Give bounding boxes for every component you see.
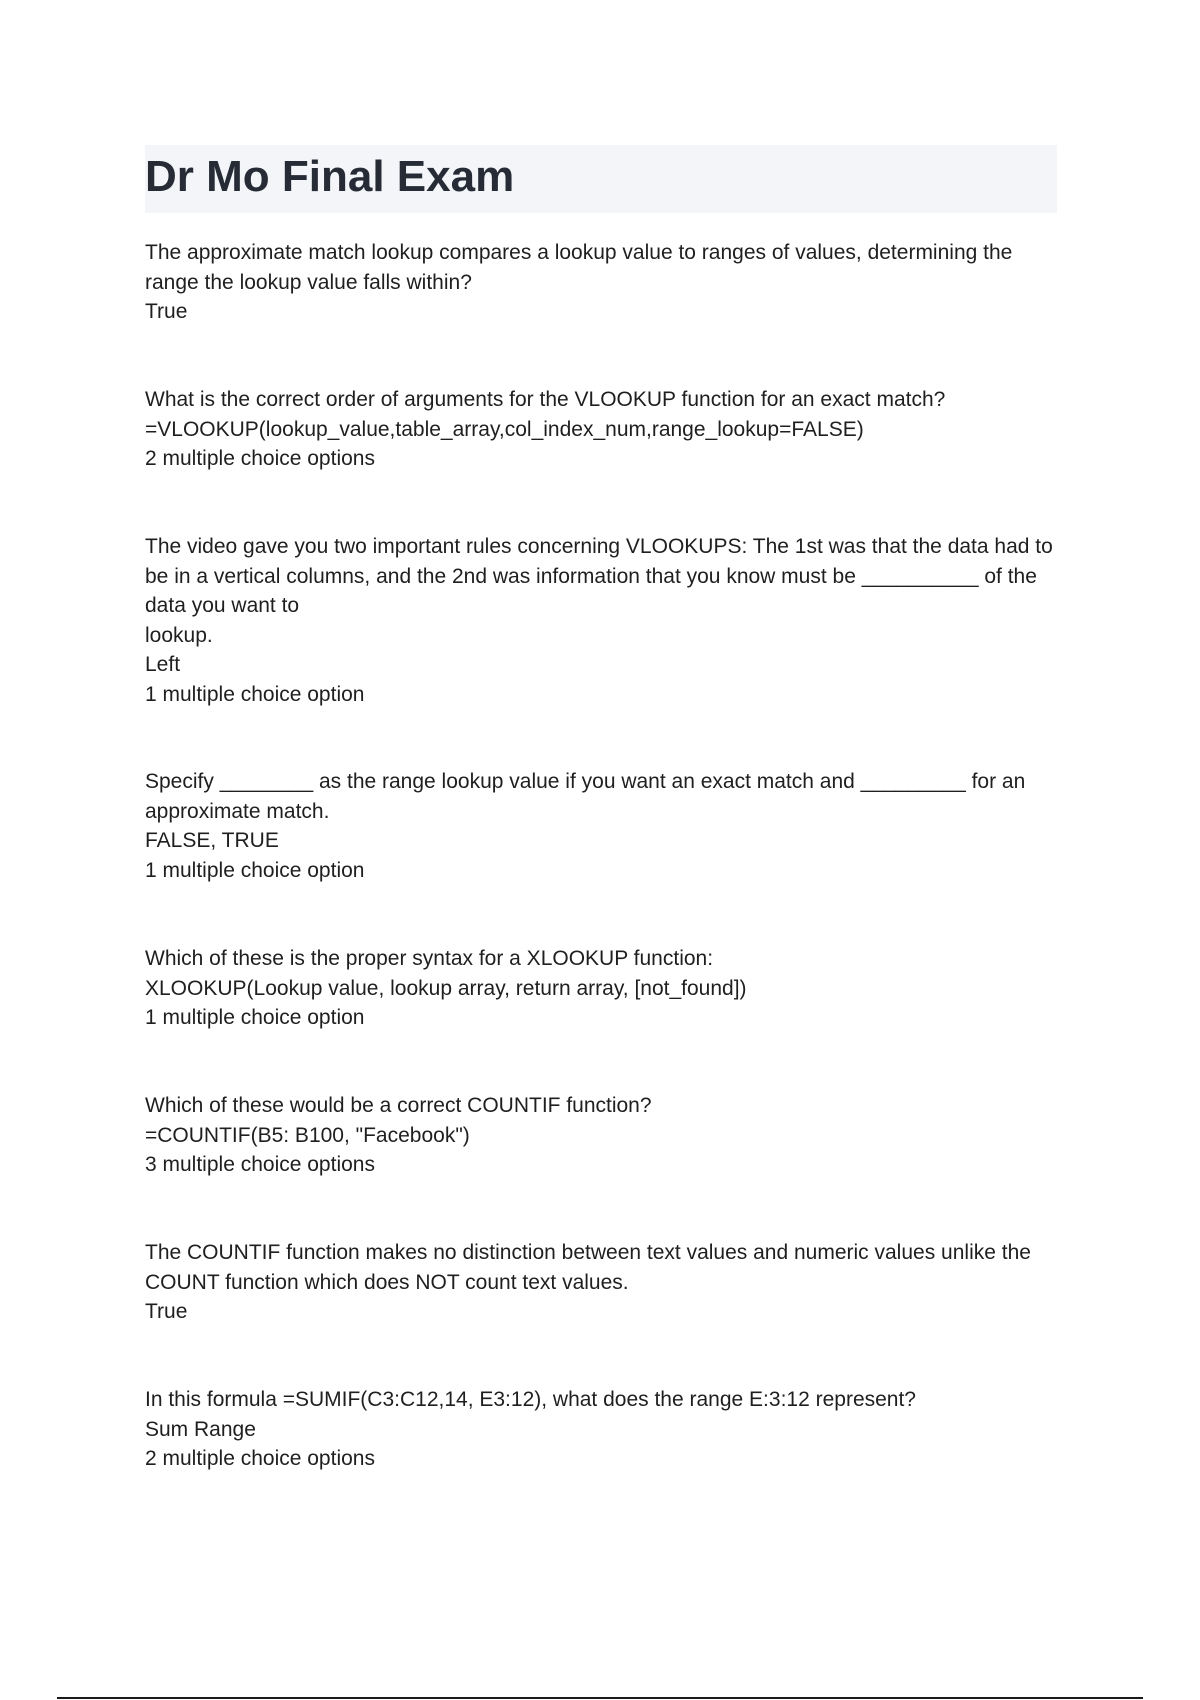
option-count-note: 2 multiple choice options: [145, 447, 375, 470]
question-text: The COUNTIF function makes no distinction between text values and numeric values unlike the COUNT function which does NOT count text values.: [145, 1241, 1037, 1294]
question-text: What is the correct order of arguments for the VLOOKUP function for an exact match?: [145, 388, 946, 411]
qa-item: [145, 1238, 1065, 1327]
answer-text: Sum Range: [145, 1417, 256, 1441]
answer-text: =COUNTIF(B5: B100, "Facebook"): [145, 1123, 470, 1147]
page-title: Dr Mo Final Exam: [145, 152, 515, 201]
question-text: The video gave you two important rules concerning VLOOKUPS: The 1st was that the data had to be in a vertical columns, and the 2nd was information that you know must be __________ of the data you want to: [145, 535, 1059, 617]
question-text: The approximate match lookup compares a lookup value to ranges of values, determining the range the lookup value falls within?: [145, 241, 1019, 294]
qa-item: [145, 532, 1065, 709]
answer-text: FALSE, TRUE: [145, 829, 279, 852]
qa-item: [145, 767, 1065, 885]
question-text: Specify ________ as the range lookup value if you want an exact match and _________ for an approximate match.: [145, 770, 1032, 823]
qa-item: [145, 944, 1065, 1033]
option-count-note: 1 multiple choice option: [145, 1006, 365, 1029]
answer-text: Left: [145, 653, 181, 676]
option-count-note: 2 multiple choice options: [145, 1447, 375, 1470]
qa-item: [145, 1385, 1065, 1474]
question-text: Which of these would be a correct COUNTIF function?: [145, 1094, 652, 1117]
answer-text: XLOOKUP(Lookup value, lookup array, return array, [not_found]): [145, 976, 747, 1000]
answer-text: =VLOOKUP(lookup_value,table_array,col_index_num,range_lookup=FALSE): [145, 417, 864, 441]
answer-text: True: [145, 1300, 188, 1323]
qa-item: [145, 238, 1065, 327]
question-text: Which of these is the proper syntax for a XLOOKUP function:: [145, 947, 714, 970]
footer-divider: [57, 1697, 1143, 1699]
answer-text: True: [145, 300, 188, 323]
option-count-note: 3 multiple choice options: [145, 1153, 375, 1176]
option-count-note: 1 multiple choice option: [145, 682, 365, 706]
question-text: In this formula =SUMIF(C3:C12,14, E3:12), what does the range E:3:12 represent?: [145, 1388, 916, 1411]
qa-item: [145, 1091, 1065, 1180]
question-text-continued: lookup.: [145, 623, 213, 647]
title-band: [145, 145, 1057, 213]
qa-item: [145, 385, 1065, 474]
option-count-note: 1 multiple choice option: [145, 858, 365, 882]
